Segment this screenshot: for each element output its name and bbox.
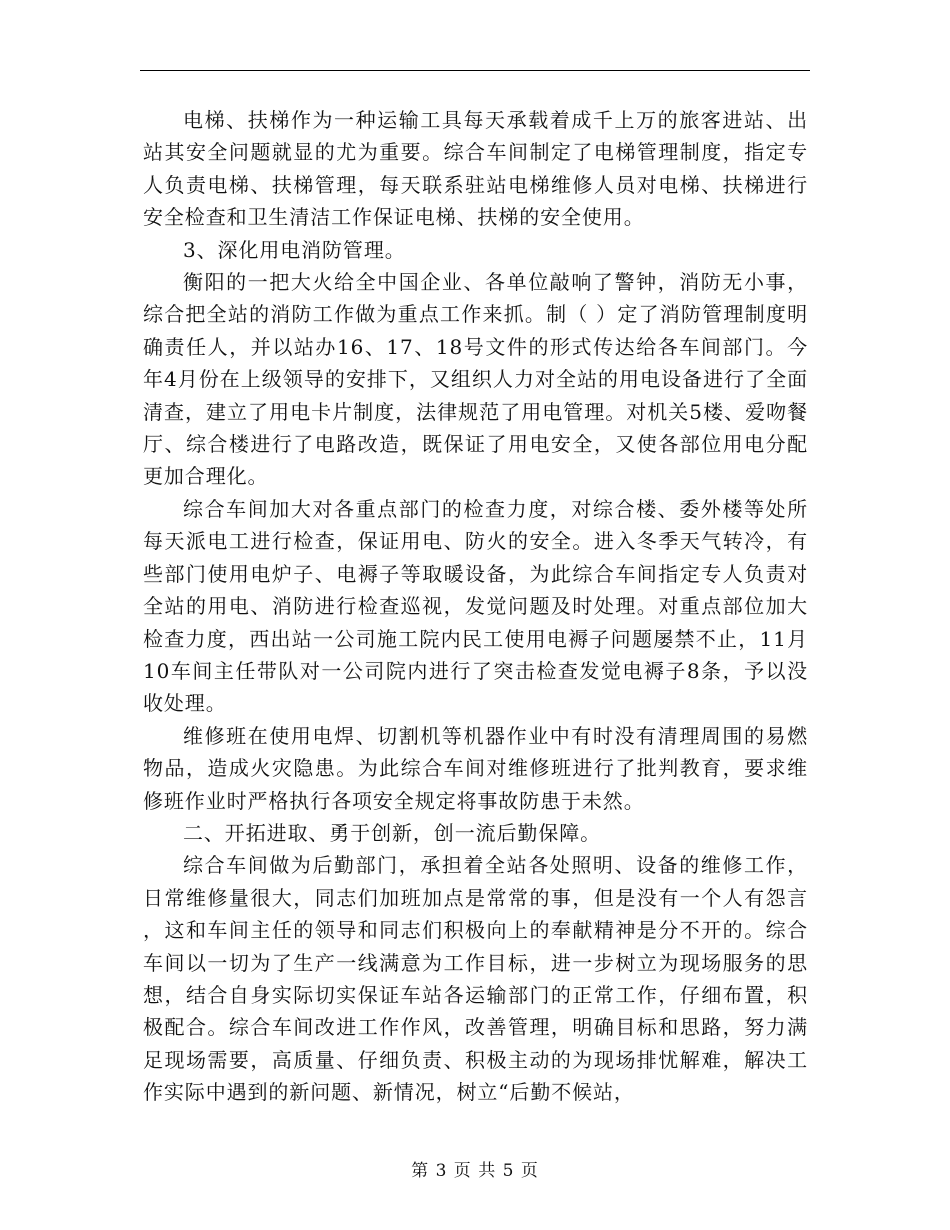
paragraph-maintenance-team: 维修班在使用电焊、切割机等机器作业中有时没有清理周围的易燃物品，造成火灾隐患。为此综合车间对维修班进行了批判教育，要求维修班作业时严格执行各项安全规定将事故防患于未然。 [143, 723, 808, 813]
page-number: 第 3 页 共 5 页 [411, 1161, 539, 1181]
paragraph-logistics-work: 综合车间做为后勤部门，承担着全站各处照明、设备的维修工作，日常维修量很大，同志们加班加点是常常的事，但是没有一个人有怨言，这和车间主任的领导和同志们积极向上的奉献精神是分不开的。综合车间以一切为了生产一线满意为工作目标，进一步树立为现场服务的思想，结合自身实际切实保证车站各运输部门的正常工作，仔细布置，积极配合。综合车间改进工作作风，改善管理，明确目标和思路，努力满足现场需要，高质量、仔细负责、积极主动的为现场排忧解难，解决工作实际中遇到的新问题、新情况，树立“后勤不候站， [143, 853, 808, 1105]
section-heading-logistics: 二、开拓进取、勇于创新，创一流后勤保障。 [183, 820, 601, 845]
header-rule [140, 70, 810, 71]
paragraph-elevator-safety: 电梯、扶梯作为一种运输工具每天承载着成千上万的旅客进站、出站其安全问题就显的尤为重要。综合车间制定了电梯管理制度，指定专人负责电梯、扶梯管理，每天联系驻站电梯维修人员对电梯、扶梯进行安全检查和卫生清洁工作保证电梯、扶梯的安全使用。 [143, 108, 808, 230]
paragraph-inspection: 综合车间加大对各重点部门的检查力度，对综合楼、委外楼等处所每天派电工进行检查，保证用电、防火的安全。进入冬季天气转冷，有些部门使用电炉子、电褥子等取暖设备，为此综合车间指定专人负责对全站的用电、消防进行检查巡视，发觉问题及时处理。对重点部位加大检查力度，西出站一公司施工院内民工使用电褥子问题屡禁不止，11月10车间主任带队对一公司院内进行了突击检查发觉电褥子8条，予以没收处理。 [143, 496, 808, 716]
section-heading-fire-safety: 3、深化用电消防管理。 [183, 237, 406, 262]
paragraph-fire-management: 衡阳的一把大火给全中国企业、各单位敲响了警钟，消防无小事，综合把全站的消防工作做为重点工作来抓。制（ ）定了消防管理制度明确责任人，并以站办16、17、18号文件的形式传达给各车间部门。今年4月份在上级领导的安排下，又组织人力对全站的用电设备进行了全面清查，建立了用电卡片制度，法律规范了用电管理。对机关5楼、爱吻餐厅、综合楼进行了电路改造，既保证了用电安全，又使各部位用电分配更加合理化。 [143, 270, 808, 489]
body-text [143, 104, 808, 1109]
